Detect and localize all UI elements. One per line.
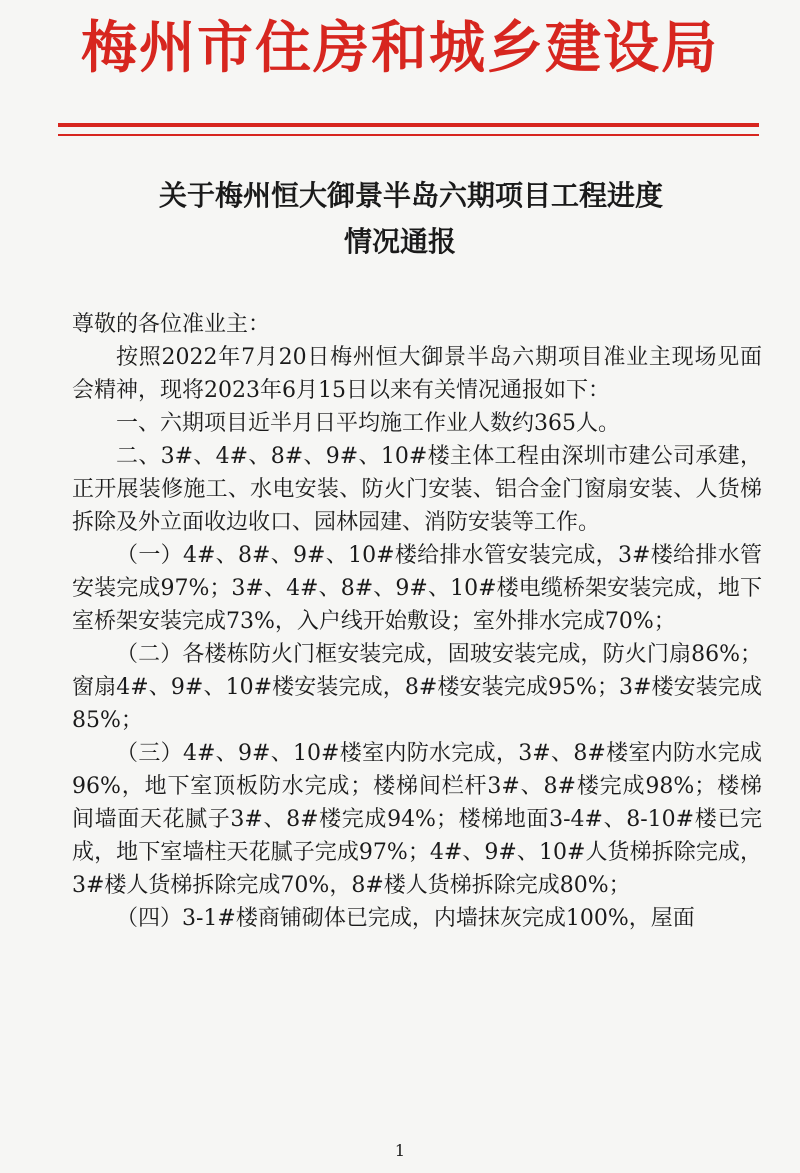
document-title-line-2: 情况通报 <box>343 224 456 258</box>
paragraph-item-1: （一）4#、8#、9#、10#楼给排水管安装完成，3#楼给排水管安装完成97%；3#、4#、8#、9#、10#楼电缆桥架安装完成，地下室桥架安装完成73%，入户线开始敷设；室外排水完成70%； <box>72 543 762 634</box>
page-number: 1 <box>394 1141 406 1160</box>
salutation: 尊敬的各位准业主： <box>72 312 271 337</box>
paragraph-section-2: 二、3#、4#、8#、9#、10#楼主体工程由深圳市建公司承建，正开展装修施工、水电安装、防火门安装、铝合金门窗扇安装、人货梯拆除及外立面收边收口、园林园建、消防安装等工作。 <box>72 444 762 535</box>
paragraph-intro: 按照2022年7月20日梅州恒大御景半岛六期项目准业主现场见面会精神，现将2023年6月15日以来有关情况通报如下： <box>72 345 762 403</box>
letterhead-rule-thick <box>58 123 759 127</box>
letterhead <box>0 15 800 81</box>
document-title-line-1: 关于梅州恒大御景半岛六期项目工程进度 <box>158 179 663 212</box>
paragraph-item-4: （四）3-1#楼商铺砌体已完成，内墙抹灰完成100%，屋面 <box>116 906 695 931</box>
letterhead-org-name: 梅州市住房和城乡建设局 <box>81 15 719 81</box>
paragraph-item-2: （二）各楼栋防火门框安装完成，固玻安装完成，防火门扇86%；窗扇4#、9#、10#楼安装完成，8#楼安装完成95%；3#楼安装完成85%； <box>72 642 762 733</box>
paragraph-section-1: 一、六期项目近半月日平均施工作业人数约365人。 <box>116 411 620 436</box>
paragraph-item-3: （三）4#、9#、10#楼室内防水完成，3#、8#楼室内防水完成96%，地下室顶板防水完成；楼梯间栏杆3#、8#楼完成98%；楼梯间墙面天花腻子3#、8#楼完成94%；楼梯地面3-4#、8-10#楼已完成，地下室墙柱天花腻子完成97%；4#、9#、10#人货梯拆除完成，3#楼人货梯拆除完成70%，8#楼人货梯拆除完成80%； <box>72 741 762 898</box>
document-title <box>0 173 800 265</box>
letterhead-rule-thin <box>58 134 759 136</box>
document-body <box>72 308 762 935</box>
